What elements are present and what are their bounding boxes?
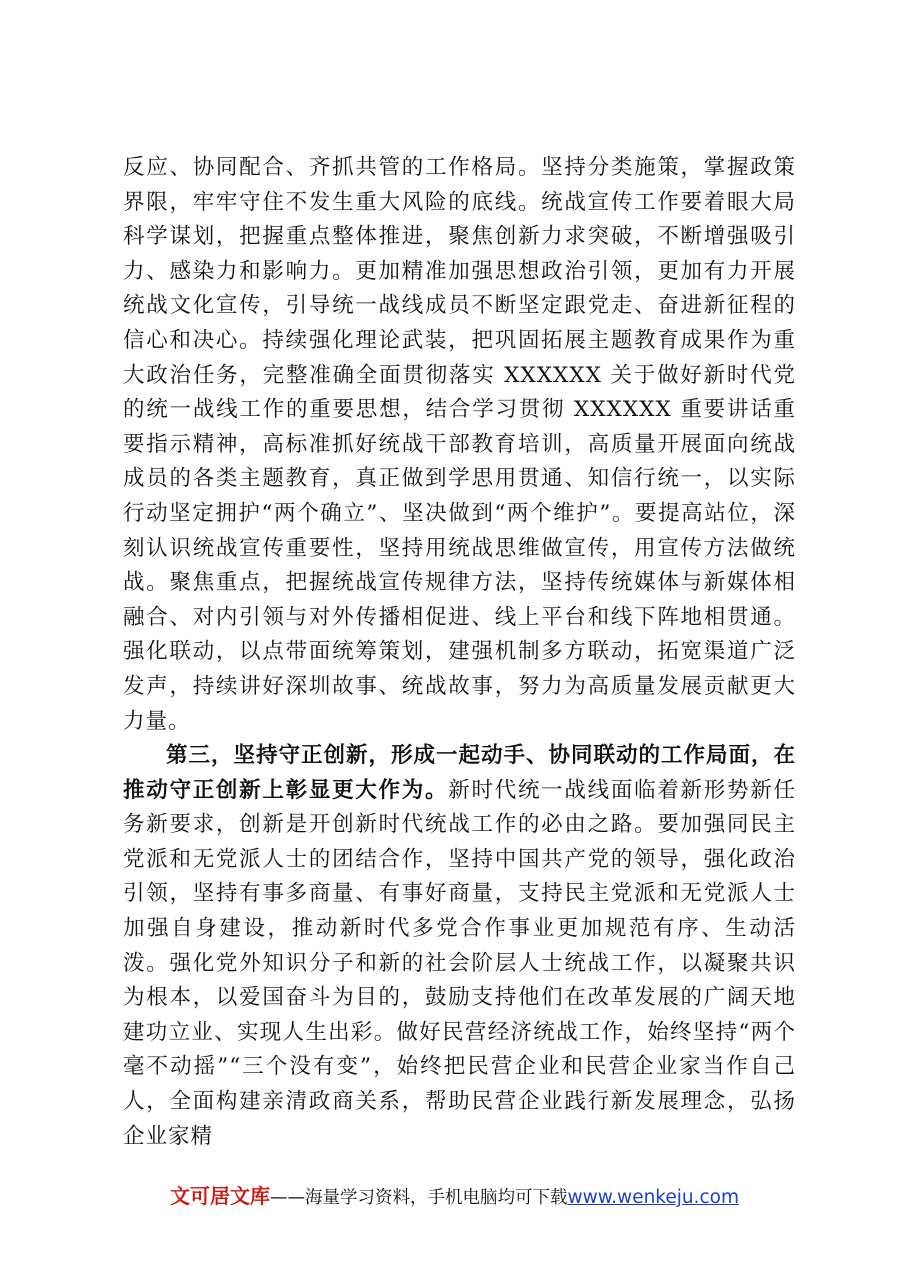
footer-website-link[interactable]: www.wenkeju.com (567, 1187, 739, 1208)
footer-brand: 文可居文库 (169, 1184, 270, 1208)
paragraph-2 (123, 739, 796, 1154)
paragraph-2-heading: 第三，坚持守正创新，形成一起动手、协同联动的工作局面，在推动守正创新上彰显更大作为。 (123, 743, 797, 803)
footer-tagline: ——海量学习资料，手机电脑均可下载 (269, 1188, 568, 1208)
document-body (123, 151, 796, 1154)
paragraph-2-body: 新时代统一战线面临着新形势新任务新要求，创新是开创新时代统战工作的必由之路。要加强同民主党派和无党派人士的团结合作，坚持中国共产党的领导，强化政治引领，坚持有事多商量、有事好商量，支持民主党派和无党派人士加强自身建设，推动新时代多党合作事业更加规范有序、生动活泼。强化党外知识分子和新的社会阶层人士统战工作，以凝聚共识为根本，以爱国奋斗为目的，鼓励支持他们在改革发展的广阔天地建功立业、实现人生出彩。做好民营经济统战工作，始终坚持“两个毫不动摇”“三个没有变”，始终把民营企业和民营企业家当作自己人，全面构建亲清政商关系，帮助民营企业践行新发展理念，弘扬企业家精 (123, 777, 796, 1149)
paragraph-1: 反应、协同配合、齐抓共管的工作格局。坚持分类施策，掌握政策界限，牢牢守住不发生重大风险的底线。统战宣传工作要着眼大局科学谋划，把握重点整体推进，聚焦创新力求突破，不断增强吸引力、感染力和影响力。更加精准加强思想政治引领，更加有力开展统战文化宣传，引导统一战线成员不断坚定跟党走、奋进新征程的信心和决心。持续强化理论武装，把巩固拓展主题教育成果作为重大政治任务，完整准确全面贯彻落实 XXXXXX 关于做好新时代党的统一战线工作的重要思想，结合学习贯彻 XXXXXX 重要讲话重要指示精神，高标准抓好统战干部教育培训，高质量开展面向统战成员的各类主题教育，真正做到学思用贯通、知信行统一，以实际行动坚定拥护“两个确立”、坚决做到“两个维护”。要提高站位，深刻认识统战宣传重要性，坚持用统战思维做宣传，用宣传方法做统战。聚焦重点，把握统战宣传规律方法，坚持传统媒体与新媒体相融合、对内引领与对外传播相促进、线上平台和线下阵地相贯通。强化联动，以点带面统筹策划，建强机制多方联动，拓宽渠道广泛发声，持续讲好深圳故事、统战故事，努力为高质量发展贡献更大力量。 (123, 155, 796, 734)
footer-banner (0, 1183, 909, 1211)
